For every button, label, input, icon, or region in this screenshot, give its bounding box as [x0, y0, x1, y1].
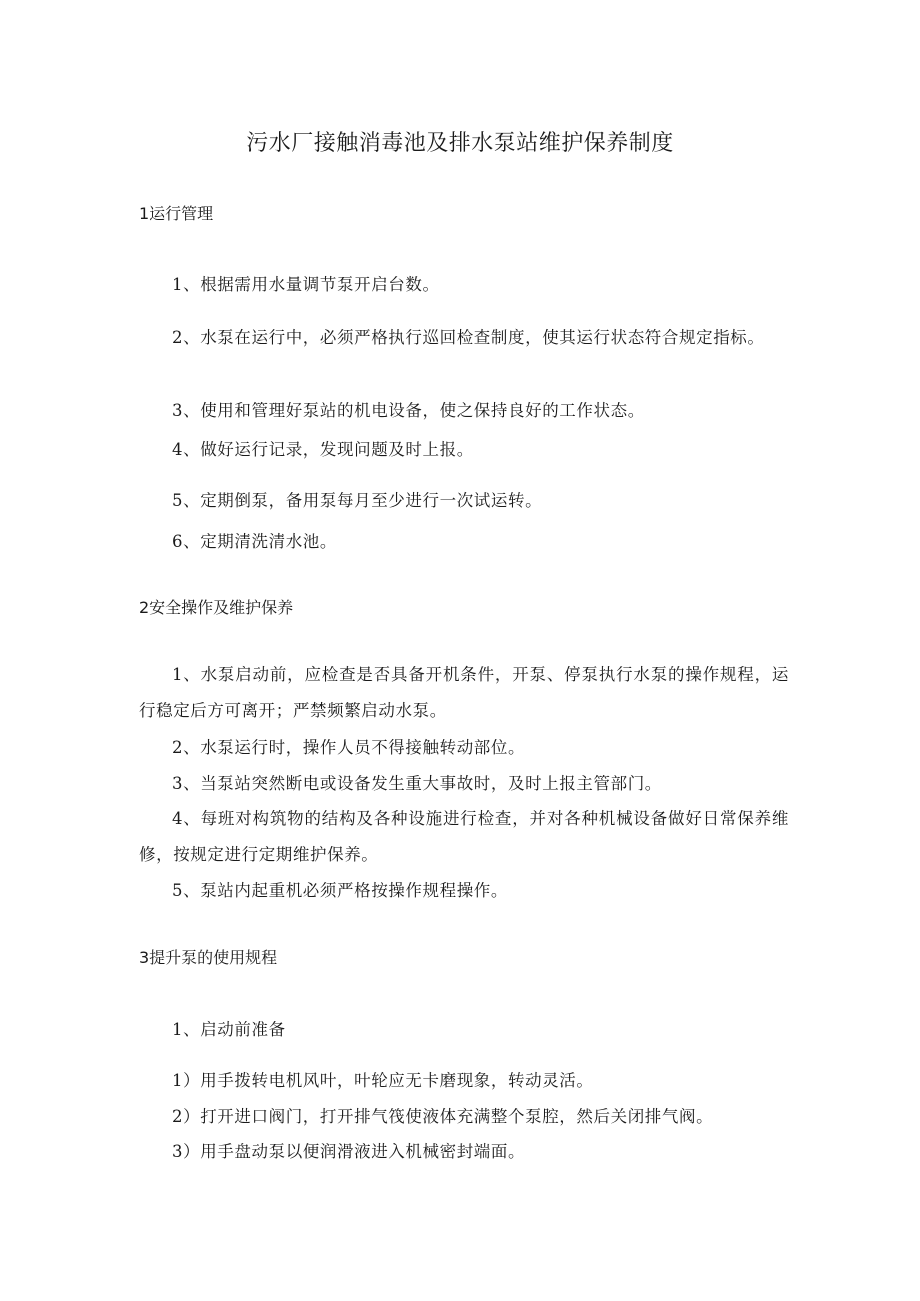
section-heading-2: 2安全操作及维护保养: [139, 598, 294, 617]
paragraph-1-3: 3、使用和管理好泵站的机电设备，使之保持良好的工作状态。: [172, 401, 645, 420]
section-heading-3: 3提升泵的使用规程: [139, 948, 278, 967]
paragraph-2-3: 3、当泵站突然断电或设备发生重大事故时，及时上报主管部门。: [172, 774, 662, 793]
paragraph-1-6: 6、定期清洗清水池。: [172, 532, 337, 551]
paragraph-2-2: 2、水泵运行时，操作人员不得接触转动部位。: [172, 738, 526, 757]
paragraph-1-1: 1、根据需用水量调节泵开启台数。: [172, 275, 440, 294]
paragraph-1-2: 2、水泵在运行中，必须严格执行巡回检查制度，使其运行状态符合规定指标。: [172, 328, 765, 347]
paragraph-2-5: 5、泵站内起重机必须严格按操作规程操作。: [172, 881, 508, 900]
document-title: 污水厂接触消毒池及排水泵站维护保养制度: [246, 131, 674, 156]
paragraph-2-4: 4、每班对构筑物的结构及各种设施进行检查，并对各种机械设备做好日常保养维修，按规定进行定期维护保养。: [139, 809, 789, 864]
paragraph-3-4: 3）用手盘动泵以便润滑液进入机械密封端面。: [172, 1142, 526, 1161]
section-heading-1: 1运行管理: [139, 204, 214, 223]
paragraph-3-2: 1）用手拨转电机风叶，叶轮应无卡磨现象，转动灵活。: [172, 1071, 594, 1090]
paragraph-3-1: 1、启动前准备: [172, 1020, 286, 1039]
paragraph-3-3: 2）打开进口阀门，打开排气筏使液体充满整个泵腔，然后关闭排气阀。: [172, 1107, 714, 1126]
paragraph-1-5: 5、定期倒泵，备用泵每月至少进行一次试运转。: [172, 491, 543, 510]
paragraph-2-1: 1、水泵启动前，应检查是否具备开机条件，开泵、停泵执行水泵的操作规程，运行稳定后方可离开；严禁频繁启动水泵。: [139, 665, 789, 720]
paragraph-1-4: 4、做好运行记录，发现问题及时上报。: [172, 440, 474, 459]
